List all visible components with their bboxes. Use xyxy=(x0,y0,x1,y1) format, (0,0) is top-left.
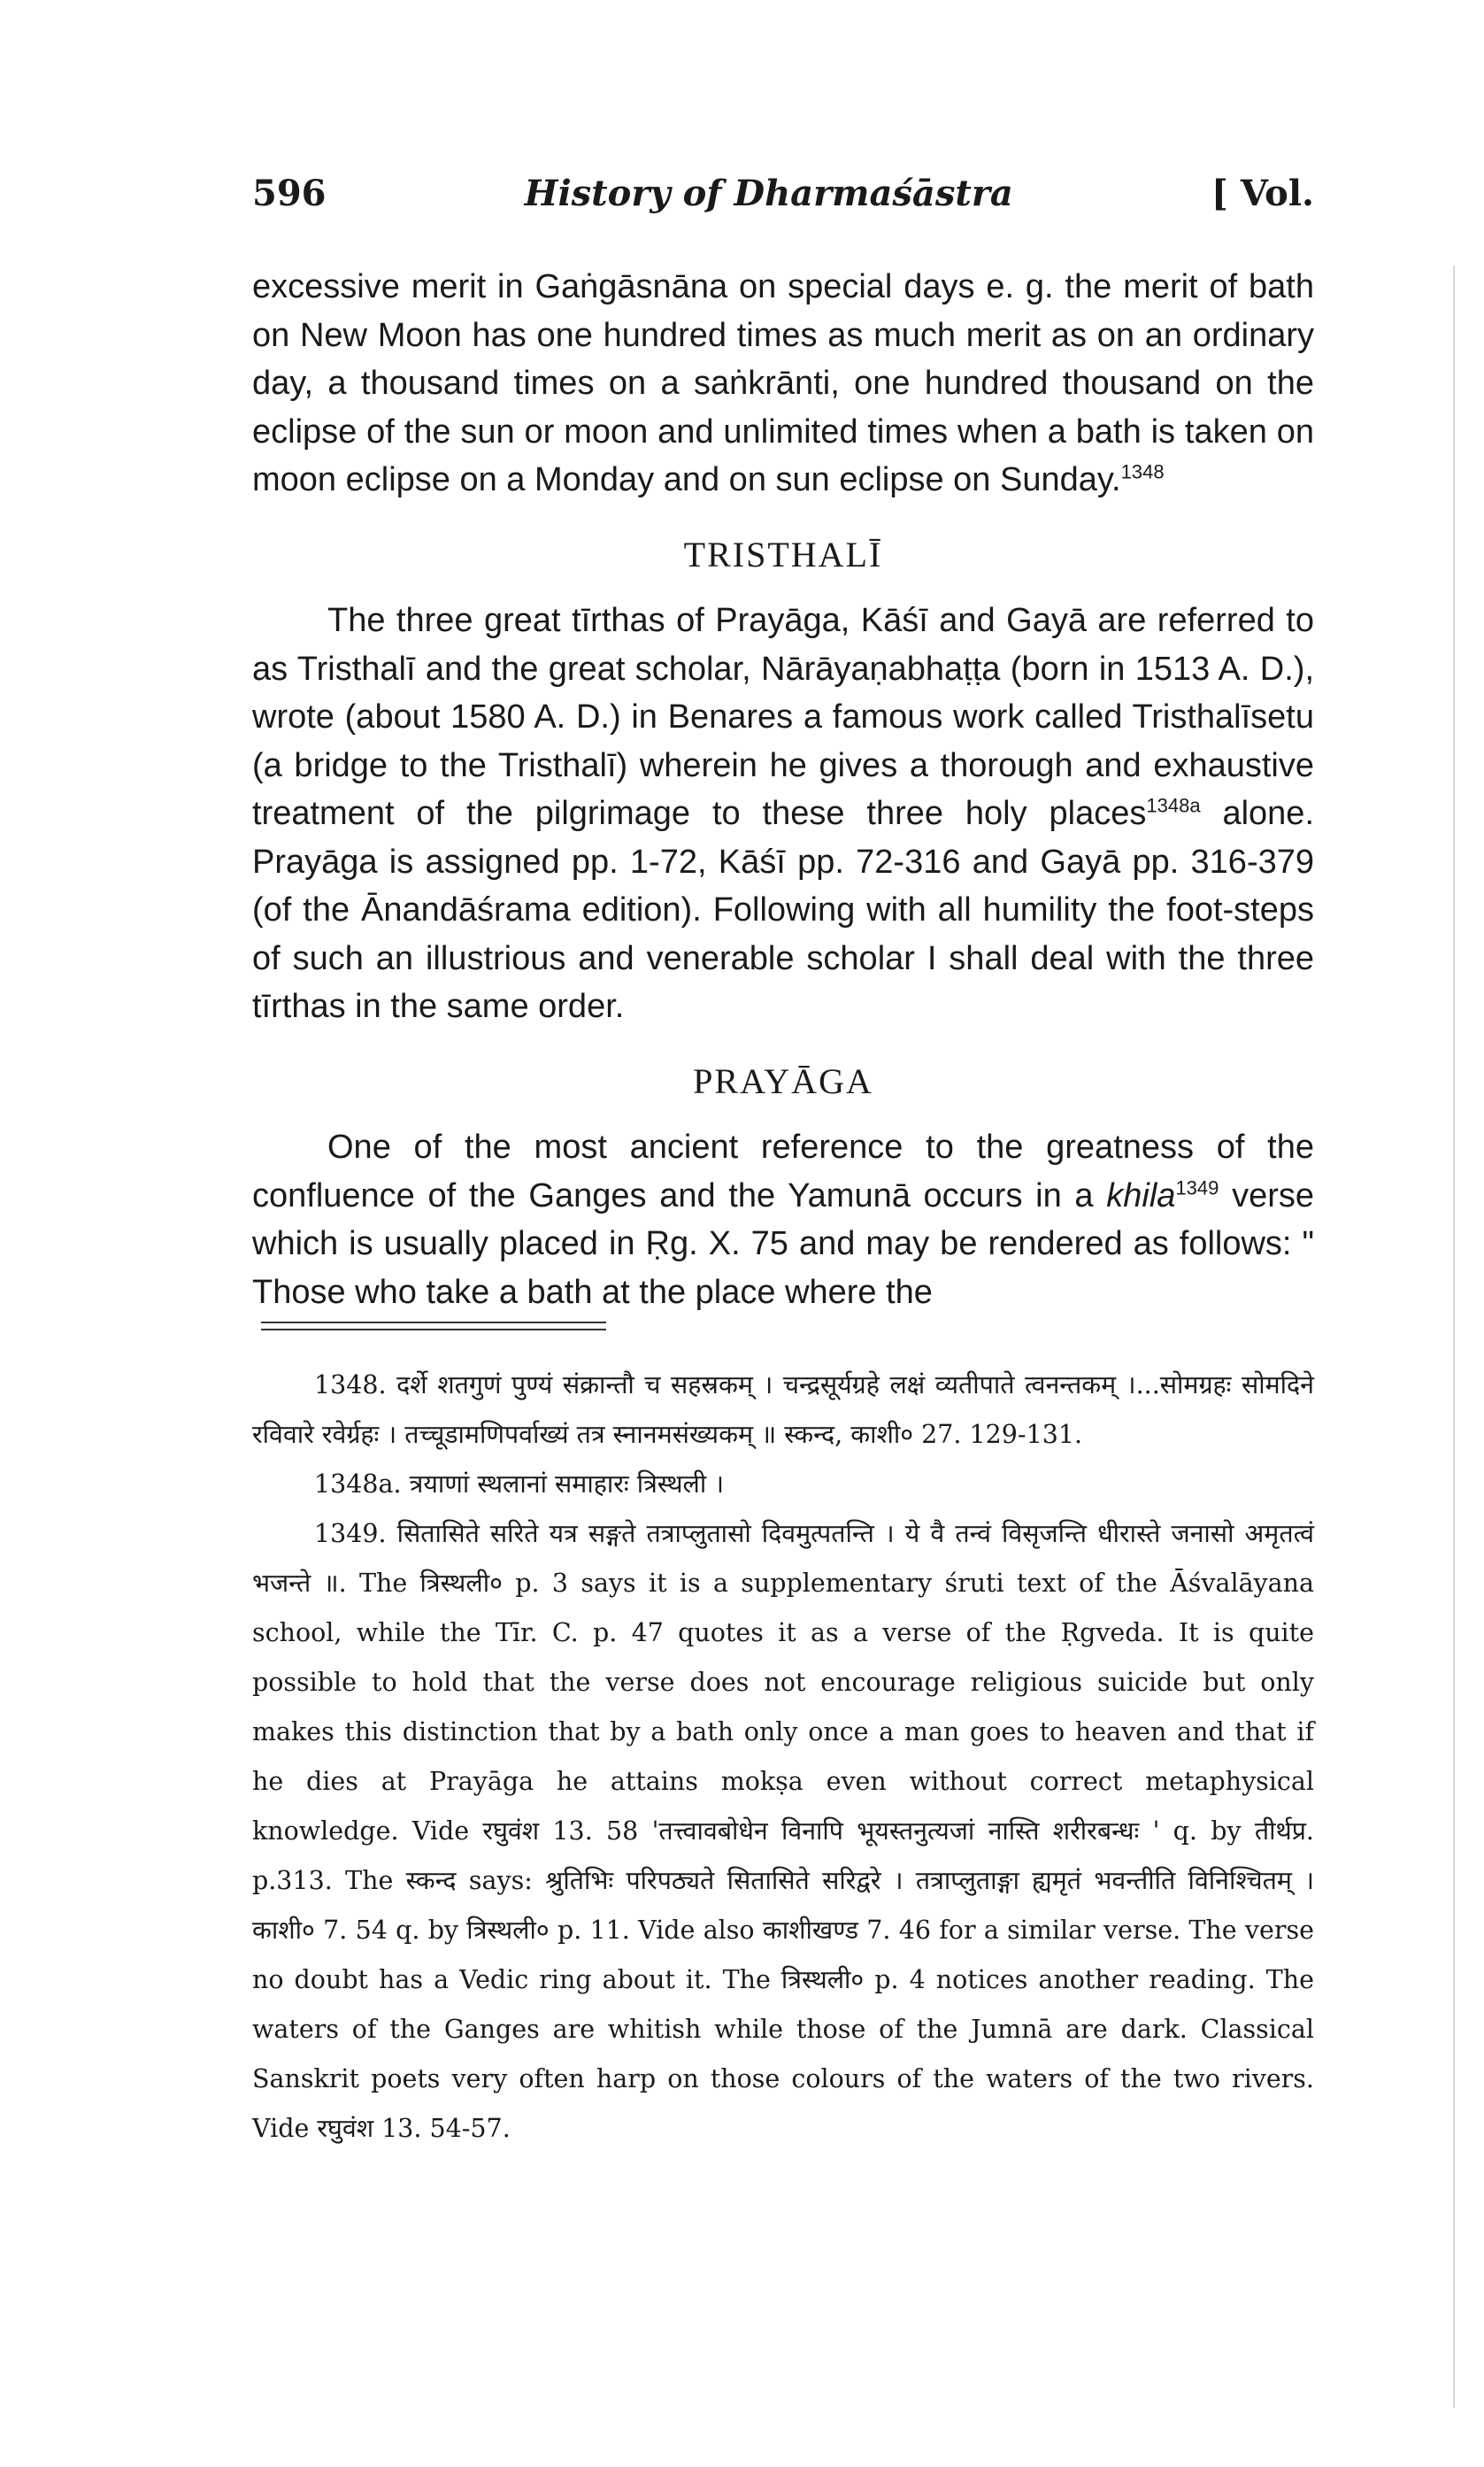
tristhali-paragraph: The three great tīrthas of Prayāga, Kāśī and Gayā are referred to as Tristhalī and the great scholar, Nārāyaṇabhaṭṭa (born in 1513 A. D.), wrote (about 1580 A. D.) in Benares a famous work called Tristhalīsetu (a bridge to the Tristhalī) wherein he gives a thorough and exhaustive treatment of the pilgrimage to these three holy places$^{1348a}$ alone. Prayāga is assigned pp. 1-72, Kāśī pp. 72-316 and Gayā pp. 316-379 (of the Ānandāśrama edition). Following with all humility the foot-steps of such an illustrious and venerable scholar I shall deal with the three tīrthas in the same order. xyxy=(252,602,1314,1025)
footnote-ref[interactable]: 1348 xyxy=(1120,460,1165,483)
page-edge-line xyxy=(1453,266,1455,2408)
volume-label: [ Vol. xyxy=(1211,173,1314,214)
footnote-1348: 1348. दर्शे शतगुणं पुण्यं संक्रान्तौ च सहस्रकम् । चन्द्रसूर्यग्रहे लक्षं व्यतीपाते त्वनन्तकम् ।...सोमग्रहः सोमदिने रविवारे रवेर्ग्रहः । तच्चूडामणिपर्वाख्यं तत्र स्नानमसंख्यकम् ॥ स्कन्द, काशी० 27. 129-131. xyxy=(252,1370,1314,1449)
intro-paragraph: excessive merit in Gaṅgāsnāna on special days e. g. the merit of bath on New Moon has one hundred times as much merit as on an ordinary day, a thousand times on a saṅkrānti, one hundred thousand on the eclipse of the sun or moon and unlimited times when a bath is taken on moon eclipse on a Monday and on sun eclipse on Sunday.$^{1348}$ xyxy=(252,268,1314,498)
main-text xyxy=(252,263,1314,1316)
footnote-divider xyxy=(261,1322,606,1330)
footnote-1349: 1349. सितासिते सरिते यत्र सङ्गते तत्राप्लुतासो दिवमुत्पतन्ति । ये वै तन्वं विसृजन्ति धीरास्ते जनासो अमृतत्वं भजन्ते ॥. The त्रिस्थली० p. 3 says it is a supplementary śruti text of the Āśvalāyana school, while the Tīr. C. p. 47 quotes it as a verse of the Ṛgveda. It is quite possible to hold that the verse does not encourage religious suicide but only makes this distinction that by a bath only once a man goes to heaven and that if he dies at Prayāga he attains mokṣa even without correct metaphysical knowledge. Vide रघुवंश 13. 58 'तत्त्वावबोधेन विनापि भूयस्तनुत्यजां नास्ति शरीरबन्धः ' q. by तीर्थप्र. p.313. The स्कन्द says: श्रुतिभिः परिपठ्यते सितासिते सरिद्वरे । तत्राप्लुताङ्गा ह्यमृतं भवन्तीति विनिश्चितम् । काशी० 7. 54 q. by त्रिस्थली० p. 11. Vide also काशीखण्ड 7. 46 for a similar verse. The verse no doubt has a Vedic ring about it. The त्रिस्थली० p. 4 notices another reading. The waters of the Ganges are whitish while those of the Jumnā are dark. Classical Sanskrit poets very often harp on those colours of the waters of the two rivers. Vide रघुवंश 13. 54-57. xyxy=(252,1519,1314,2143)
running-header xyxy=(252,173,1314,214)
footnote-ref[interactable]: 1349 xyxy=(1175,1176,1219,1199)
footnote-1348a: 1348a. त्रयाणां स्थलानां समाहारः त्रिस्थली । xyxy=(314,1469,725,1499)
running-title: History of Dharmaśāstra xyxy=(524,173,1013,214)
footnotes xyxy=(252,1361,1314,2154)
section-heading-tristhali: TRISTHALĪ xyxy=(683,534,883,574)
page-number: 596 xyxy=(252,173,327,214)
book-page xyxy=(252,173,1314,2154)
prayaga-paragraph: One of the most ancient reference to the greatness of the confluence of the Ganges and the Yamunā occurs in a khila$^{1349}$ verse which is usually placed in Ṛg. X. 75 and may be rendered as follows: " Those who take a bath at the place where the xyxy=(252,1129,1315,1311)
section-heading-prayaga: PRAYĀGA xyxy=(693,1060,873,1101)
footnote-ref[interactable]: 1348a xyxy=(1146,794,1201,817)
